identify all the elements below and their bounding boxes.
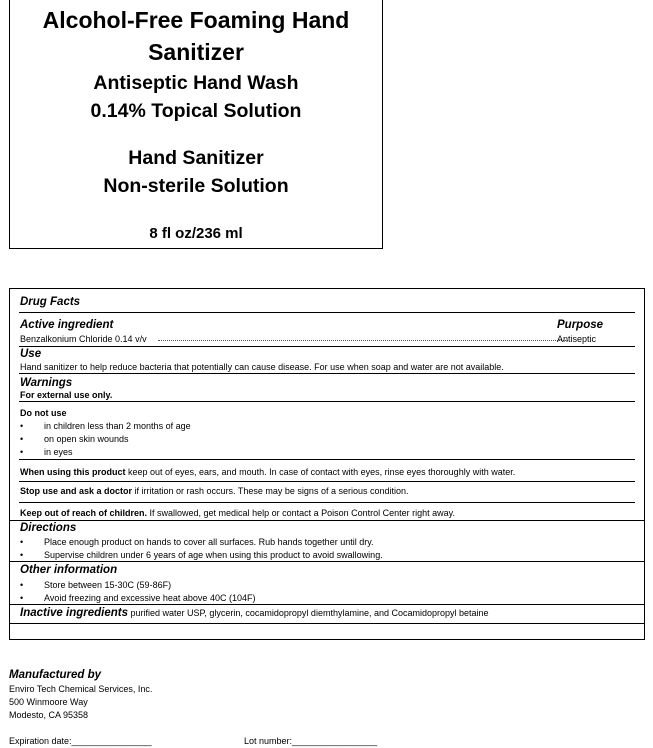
- divider: [19, 459, 635, 460]
- product-subtitle-1: Antiseptic Hand Wash: [93, 72, 299, 94]
- divider: [10, 604, 644, 605]
- drug-facts-heading: Drug Facts: [20, 296, 81, 308]
- external-use-warning: For external use only.: [20, 390, 113, 400]
- front-panel: [9, 0, 383, 249]
- directions-item: Supervise children under 6 years of age when using this product to avoid swallowing.: [44, 550, 383, 560]
- divider: [19, 312, 635, 313]
- manufacturer-name: Enviro Tech Chemical Services, Inc.: [9, 684, 153, 694]
- drug-facts-panel: [9, 288, 645, 640]
- bullet-icon: •: [20, 421, 24, 431]
- divider: [19, 373, 635, 374]
- bullet-icon: •: [20, 434, 24, 444]
- manufacturer-city: Modesto, CA 95358: [9, 710, 89, 720]
- leader-dots: [158, 340, 568, 341]
- product-title-line-1: Alcohol-Free Foaming Hand: [42, 7, 350, 33]
- product-subtitle-4: Non-sterile Solution: [103, 175, 289, 197]
- stop-use-text: [20, 486, 409, 497]
- product-subtitle-3: Hand Sanitizer: [128, 147, 264, 169]
- divider: [19, 346, 635, 347]
- divider: [10, 520, 644, 521]
- product-subtitle-2: 0.14% Topical Solution: [90, 100, 302, 122]
- warnings-heading: Warnings: [20, 377, 73, 389]
- use-text: Hand sanitizer to help reduce bacteria that potentially can cause disease. For use when soap and water are not available.: [20, 362, 504, 372]
- lot-number: Lot number:_________________: [244, 736, 378, 746]
- manufacturer-street: 500 Winmoore Way: [9, 697, 88, 707]
- net-contents: 8 fl oz/236 ml: [149, 225, 243, 242]
- do-not-use-heading: Do not use: [20, 408, 67, 418]
- other-information-item: Avoid freezing and excessive heat above 40C (104F): [44, 593, 256, 603]
- bullet-icon: •: [20, 593, 24, 603]
- do-not-use-item: in eyes: [44, 447, 73, 457]
- when-using-body: keep out of eyes, ears, and mouth. In case of contact with eyes, rinse eyes thoroughly with water.: [125, 467, 516, 477]
- directions-item: Place enough product on hands to cover all surfaces. Rub hands together until dry.: [44, 537, 374, 547]
- divider: [19, 481, 635, 482]
- bullet-icon: •: [20, 447, 24, 457]
- bullet-icon: •: [20, 580, 24, 590]
- do-not-use-item: in children less than 2 months of age: [44, 421, 191, 431]
- keep-out-body: If swallowed, get medical help or contact a Poison Control Center right away.: [147, 508, 456, 518]
- keep-out-label: Keep out of reach of children.: [20, 508, 148, 518]
- directions-heading: Directions: [20, 522, 77, 534]
- divider: [19, 401, 635, 402]
- bullet-icon: •: [20, 550, 24, 560]
- divider: [10, 561, 644, 562]
- manufacturer-heading: Manufactured by: [9, 669, 102, 681]
- stop-use-body: if irritation or rash occurs. These may be signs of a serious condition.: [132, 486, 409, 496]
- do-not-use-item: on open skin wounds: [44, 434, 129, 444]
- inactive-ingredients: [20, 606, 489, 620]
- inactive-ingredients-text: purified water USP, glycerin, cocamidopropyl diemthylamine, and Cocamidopropyl betaine: [128, 608, 489, 618]
- active-ingredient-heading: Active ingredient: [20, 319, 114, 331]
- when-using-text: [20, 467, 515, 478]
- other-information-item: Store between 15-30C (59-86F): [44, 580, 172, 590]
- when-using-label: When using this product: [20, 467, 126, 477]
- purpose-heading: Purpose: [557, 319, 604, 331]
- use-heading: Use: [20, 348, 42, 360]
- divider: [19, 502, 635, 503]
- product-title-line-2: Sanitizer: [148, 39, 244, 65]
- expiration-date: Expiration date:________________: [9, 736, 152, 746]
- keep-out-text: [20, 508, 455, 519]
- inactive-ingredients-heading: Inactive ingredients: [20, 607, 129, 619]
- stop-use-label: Stop use and ask a doctor: [20, 486, 133, 496]
- purpose-value: Antiseptic: [557, 334, 597, 344]
- divider: [10, 623, 644, 624]
- active-ingredient: Benzalkonium Chloride 0.14 v/v: [20, 334, 147, 344]
- other-information-heading: Other information: [20, 564, 118, 576]
- bullet-icon: •: [20, 537, 24, 547]
